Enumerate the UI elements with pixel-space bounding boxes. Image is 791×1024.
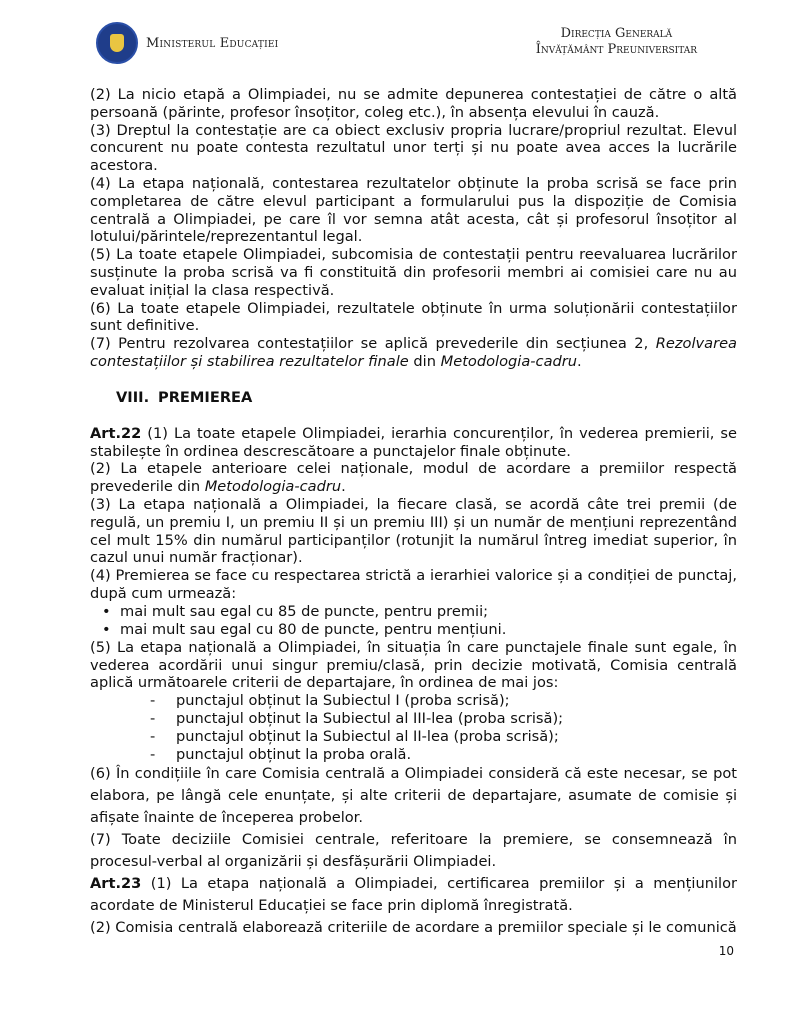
page-number: 10 <box>718 944 734 958</box>
paragraph <box>90 639 737 692</box>
article-label: Art.22 <box>90 424 142 442</box>
text-run: mai mult sau egal cu 80 de puncte, pentru mențiuni. <box>120 620 507 638</box>
text-run: (4) Premierea se face cu respectarea strictă a ierarhiei valorice și a condiției de punctaj, după cum urmează: <box>90 567 737 602</box>
text-run: mai mult sau egal cu 85 de puncte, pentru premii; <box>120 602 489 620</box>
text-run: punctajul obținut la proba orală. <box>176 745 412 763</box>
text-run: (1) La etapa națională a Olimpiadei, certificarea premiilor și a mențiunilor acordate de Ministerul Educației se face prin diplomă înregistrată. <box>90 875 737 915</box>
paragraph <box>90 300 737 336</box>
paragraph <box>90 122 737 175</box>
text-run: punctajul obținut la Subiectul I (proba scrisă); <box>176 692 510 710</box>
text-run: (3) Dreptul la contestație are ca obiect exclusiv propria lucrare/propriul rezultat. Elevul concurent nu poate contesta rezultatul unor terți și nu poate avea acces la lucrările acestora. <box>90 121 737 175</box>
paragraph <box>90 496 737 567</box>
text-run: (6) La toate etapele Olimpiadei, rezultatele obținute în urma soluționării contestațiilor sunt definitive. <box>90 299 737 335</box>
text-run: din <box>408 352 441 370</box>
italic-text: Metodologia-cadru <box>440 352 578 370</box>
paragraph <box>90 246 737 299</box>
article-label: Art.23 <box>90 875 142 893</box>
text-run: (7) Pentru rezolvarea contestațiilor se aplică prevederile din secțiunea 2, <box>90 335 656 353</box>
text-run: (6) În condițiile în care Comisia centrală a Olimpiadei consideră că este necesar, se pot elabora, pe lângă cele enunțate, și alte criterii de departajare, asumate de comisie și afișate înainte de începerea probelor. <box>90 765 737 827</box>
directorate-line-1: Direcția Generală <box>560 26 673 41</box>
paragraph <box>90 86 737 122</box>
text-run: punctajul obținut la Subiectul al II-lea (proba scrisă); <box>176 727 559 745</box>
paragraph <box>90 763 737 829</box>
text-run: VIII. <box>116 388 150 406</box>
paragraph <box>90 917 737 939</box>
paragraph <box>90 460 737 496</box>
text-run: (2) Comisia centrală elaborează criteriile de acordare a premiilor speciale și le comunică <box>90 919 737 937</box>
paragraph <box>90 829 737 873</box>
text-run: (2) La etapele anterioare celei naționale, modul de acordare a premiilor respectă prevederile din <box>90 460 737 496</box>
section-heading <box>116 389 737 407</box>
text-run: (5) La toate etapele Olimpiadei, subcomisia de contestații pentru reevaluarea lucrărilor susținute la proba scrisă va fi constituită din profesorii membri ai comisiei care nu au evaluat inițial la clasa respectivă. <box>90 246 737 299</box>
text-run: . <box>341 478 346 496</box>
text-run: (4) La etapa națională, contestarea rezultatelor obținute la proba scrisă se face prin completarea de către elevul participant a formularului pus la dispoziție de Comisia centrală a Olimpiadei, pe care îl vor semna atât acesta, cât și profesorul însoțitor al lotului/părintele/reprezentantul legal. <box>90 174 737 246</box>
italic-text: Rezolvarea contestațiilor și stabilirea rezultatelor finale <box>90 335 737 370</box>
dash-item <box>90 728 737 746</box>
paragraph <box>90 873 737 917</box>
text-run: (2) La nicio etapă a Olimpiadei, nu se admite depunerea contestației de către o altă persoană (părinte, profesor însoțitor, coleg etc.), în absența elevului în cauză. <box>90 86 737 121</box>
paragraph <box>90 425 737 461</box>
text-run: (1) La toate etapele Olimpiadei, ierarhia concurenților, în vederea premierii, se stabilește în ordinea descrescătoare a punctajelor finale obținute. <box>90 424 737 460</box>
dash-item <box>90 746 737 764</box>
directorate-line-2: Învățământ Preuniversitar <box>535 42 697 57</box>
paragraph <box>90 175 737 246</box>
text-run: . <box>577 352 582 370</box>
paragraph <box>90 567 737 603</box>
ministry-logo-icon <box>96 22 138 64</box>
text-run: (7) Toate deciziile Comisiei centrale, referitoare la premiere, se consemnează în procesul-verbal al organizării și desfășurării Olimpiadei. <box>90 831 737 871</box>
text-run: PREMIEREA <box>158 388 253 406</box>
document-body <box>90 86 737 939</box>
text-run: punctajul obținut la Subiectul al III-lea (proba scrisă); <box>176 709 564 727</box>
bullet-item <box>90 621 737 639</box>
paragraph <box>90 335 737 371</box>
page-header <box>96 22 696 70</box>
dash-item <box>90 710 737 728</box>
ministry-name: Ministerul Educației <box>146 36 279 51</box>
italic-text: Metodologia-cadru <box>204 478 342 496</box>
dash-item <box>90 692 737 710</box>
text-run: (5) La etapa națională a Olimpiadei, în situația în care punctajele finale sunt egale, în vederea acordării unui singur premiu/clasă, prin decizie motivată, Comisia centrală aplică următoarele criterii de departajare, în ordinea de mai jos: <box>90 638 737 692</box>
text-run: (3) La etapa națională a Olimpiadei, la fiecare clasă, se acordă câte trei premii (de regulă, un premiu I, un premiu II și un premiu III) și un număr de mențiuni reprezentând cel mult 15% din numărul participanților (rotunjit la numărul întreg imediat superior, în cazul unui număr fracționar). <box>90 495 737 567</box>
bullet-item <box>90 603 737 621</box>
directorate-name <box>536 26 697 58</box>
